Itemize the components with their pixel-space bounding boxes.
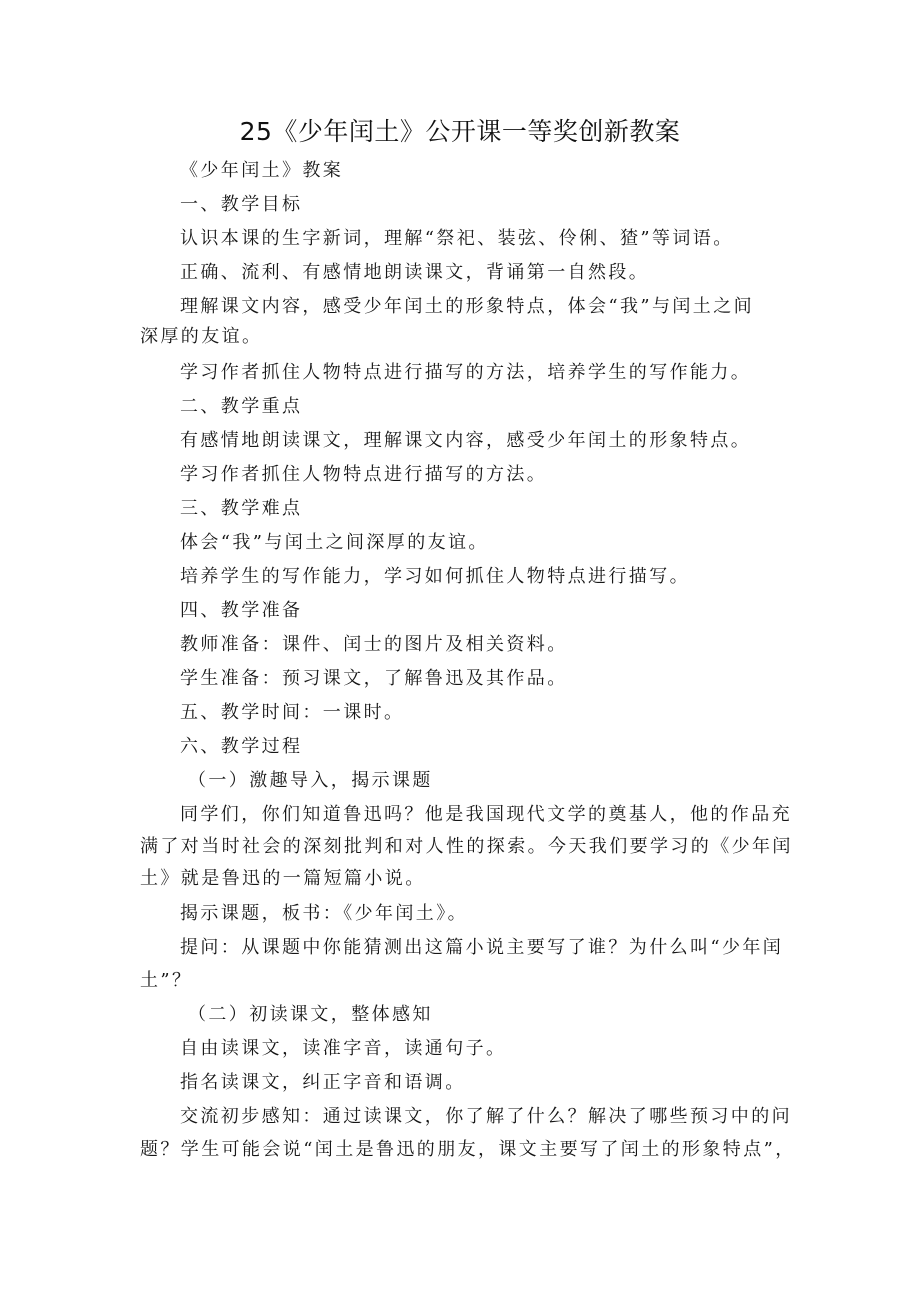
paragraph-continuation: 满了对当时社会的深刻批判和对人性的探索。今天我们要学习的《少年闰 xyxy=(140,836,793,857)
section-heading-preparation: 四、教学准备 xyxy=(180,600,303,621)
paragraph: 提问：从课题中你能猜测出这篇小说主要写了谁？为什么叫“少年闰 xyxy=(180,937,784,958)
paragraph-continuation: 土》就是鲁迅的一篇短篇小说。 xyxy=(140,868,426,889)
paragraph: 指名读课文，纠正字音和语调。 xyxy=(180,1072,466,1093)
paragraph: 交流初步感知：通过读课文，你了解了什么？解决了哪些预习中的问 xyxy=(180,1106,792,1127)
section-heading-difficulties: 三、教学难点 xyxy=(180,498,303,519)
section-heading-objectives: 一、教学目标 xyxy=(180,194,303,215)
paragraph: 学生准备：预习课文，了解鲁迅及其作品。 xyxy=(180,668,568,689)
paragraph: 认识本课的生字新词，理解“祭祀、装弦、伶俐、猹”等词语。 xyxy=(180,228,734,249)
paragraph: 揭示课题，板书：《少年闰土》。 xyxy=(180,903,468,924)
paragraph: 教师准备：课件、闰士的图片及相关资料。 xyxy=(180,634,568,655)
paragraph: 自由读课文，读准字音，读通句子。 xyxy=(180,1038,507,1059)
paragraph: 体会“我”与闰土之间深厚的友谊。 xyxy=(180,532,489,553)
paragraph: 有感情地朗读课文，理解课文内容，感受少年闰土的形象特点。 xyxy=(180,430,752,451)
paragraph-continuation: 深厚的友谊。 xyxy=(140,326,263,347)
section-heading-key-points: 二、教学重点 xyxy=(180,396,303,417)
paragraph: 培养学生的写作能力，学习如何抓住人物特点进行描写。 xyxy=(180,566,690,587)
paragraph: 学习作者抓住人物特点进行描写的方法。 xyxy=(180,464,548,485)
paragraph-continuation: 题？学生可能会说“闰土是鲁迅的朋友，课文主要写了闰土的形象特点”， xyxy=(140,1139,796,1160)
section-heading-process: 六、教学过程 xyxy=(180,736,303,757)
paragraph: 正确、流利、有感情地朗读课文，背诵第一自然段。 xyxy=(180,262,650,283)
paragraph-continuation: 土”？ xyxy=(140,970,193,991)
document-title: 25《少年闰土》公开课一等奖创新教案 xyxy=(239,117,681,146)
paragraph: 理解课文内容，感受少年闰土的形象特点，体会“我”与闰土之间 xyxy=(180,296,755,317)
subsection-heading: （二）初读课文，整体感知 xyxy=(188,1004,433,1025)
subsection-heading: （一）激趣导入，揭示课题 xyxy=(188,770,433,791)
section-heading-time: 五、教学时间：一课时。 xyxy=(180,702,405,723)
paragraph: 同学们，你们知道鲁迅吗？他是我国现代文学的奠基人，他的作品充 xyxy=(180,804,792,825)
paragraph: 学习作者抓住人物特点进行描写的方法，培养学生的写作能力。 xyxy=(180,362,752,383)
lesson-plan-heading: 《少年闰土》教案 xyxy=(180,160,344,181)
